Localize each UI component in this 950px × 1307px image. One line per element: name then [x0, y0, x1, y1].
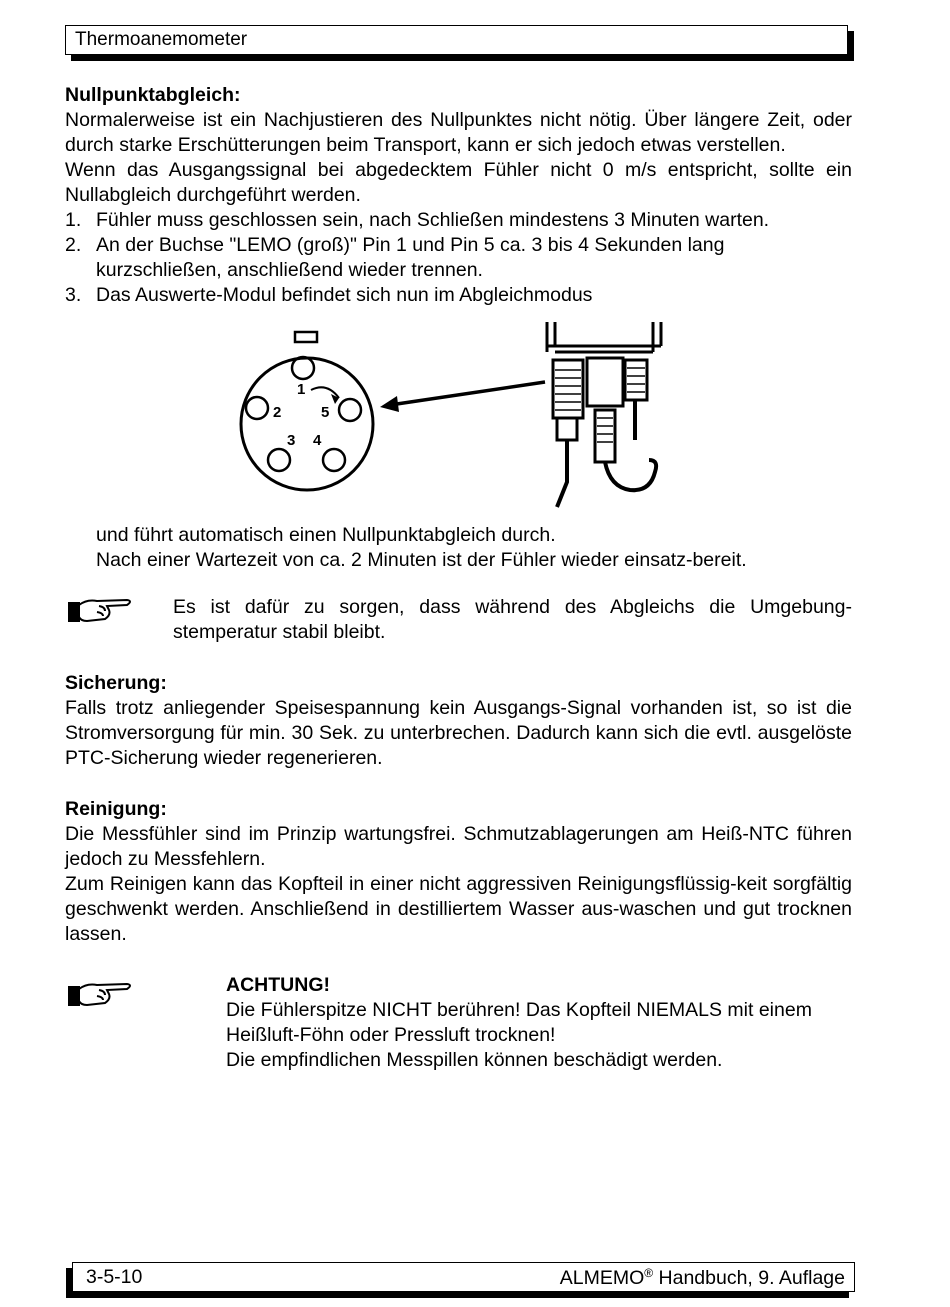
pin-label: 4: [313, 432, 322, 449]
pin-label: 3: [287, 432, 296, 449]
connector-figure: [65, 308, 852, 523]
pin-label: 2: [273, 404, 282, 421]
page-header: [65, 25, 848, 55]
pointing-hand-icon: [67, 979, 133, 1009]
paragraph: Wenn das Ausgangssignal bei abgedecktem Fühler nicht 0 m/s entspricht, sollte ein Nullabgleich durchgeführt werden.: [65, 159, 852, 206]
pin-label: 1: [297, 381, 306, 398]
paragraph: Die Messfühler sind im Prinzip wartungsfrei. Schmutzablagerungen am Heiß-NTC führen jedoch zu Messfehlern.: [65, 823, 852, 870]
page-number: 3-5-10: [86, 1266, 143, 1288]
heading-nullpunkt: Nullpunktabgleich:: [65, 84, 241, 106]
pin-label: 5: [321, 404, 330, 421]
warning-title: ACHTUNG!: [226, 974, 330, 996]
warning-text: Die Fühlerspitze NICHT berühren! Das Kopfteil NIEMALS mit einem Heißluft-Föhn oder Pressluft trocknen!: [226, 999, 812, 1046]
paragraph: Nach einer Wartezeit von ca. 2 Minuten ist der Fühler wieder einsatz-bereit.: [96, 549, 747, 571]
heading-reinigung: Reinigung:: [65, 798, 167, 820]
warning-block: [65, 973, 852, 1073]
steps-list: [65, 208, 852, 308]
note-text: Es ist dafür zu sorgen, dass während des Abgleichs die Umgebung-stemperatur stabil bleibt.: [173, 596, 852, 643]
header-title: Thermoanemometer: [75, 29, 248, 50]
warning-text: Die empfindlichen Messpillen können beschädigt werden.: [226, 1049, 723, 1071]
note-block: [65, 595, 852, 645]
footer-title: ALMEMO® Handbuch, 9. Auflage: [559, 1266, 845, 1289]
list-item: 3. Das Auswerte-Modul befindet sich nun im Abgleichmodus: [65, 284, 593, 306]
paragraph: Zum Reinigen kann das Kopfteil in einer nicht aggressiven Reinigungsflüssig-keit sorgfältig geschwenkt werden. Anschließend in destilliertem Wasser aus-waschen und gut trocknen lassen.: [65, 873, 852, 945]
paragraph: Falls trotz anliegender Speisespannung kein Ausgangs-Signal vorhanden ist, so ist die Stromversorgung für min. 30 Sek. zu unterbrechen. Dadurch kann sich die evtl. ausgelöste PTC-Sicherung wieder regenerieren.: [65, 697, 852, 769]
list-item: 2. An der Buchse "LEMO (groß)" Pin 1 und Pin 5 ca. 3 bis 4 Sekunden lang kurzschließen, anschließend wieder trennen.: [65, 234, 725, 281]
pointing-hand-icon: [67, 595, 133, 625]
heading-sicherung: Sicherung:: [65, 672, 167, 694]
page-footer: [72, 1262, 855, 1292]
lemo-connector-diagram: [235, 322, 735, 512]
paragraph: und führt automatisch einen Nullpunktabgleich durch.: [96, 524, 556, 546]
page-content: [65, 83, 852, 1073]
paragraph: Normalerweise ist ein Nachjustieren des Nullpunktes nicht nötig. Über längere Zeit, oder durch starke Erschütterungen beim Transport, kann er sich jedoch etwas verstellen.: [65, 109, 852, 156]
list-item: 1. Fühler muss geschlossen sein, nach Schließen mindestens 3 Minuten warten.: [65, 209, 770, 231]
